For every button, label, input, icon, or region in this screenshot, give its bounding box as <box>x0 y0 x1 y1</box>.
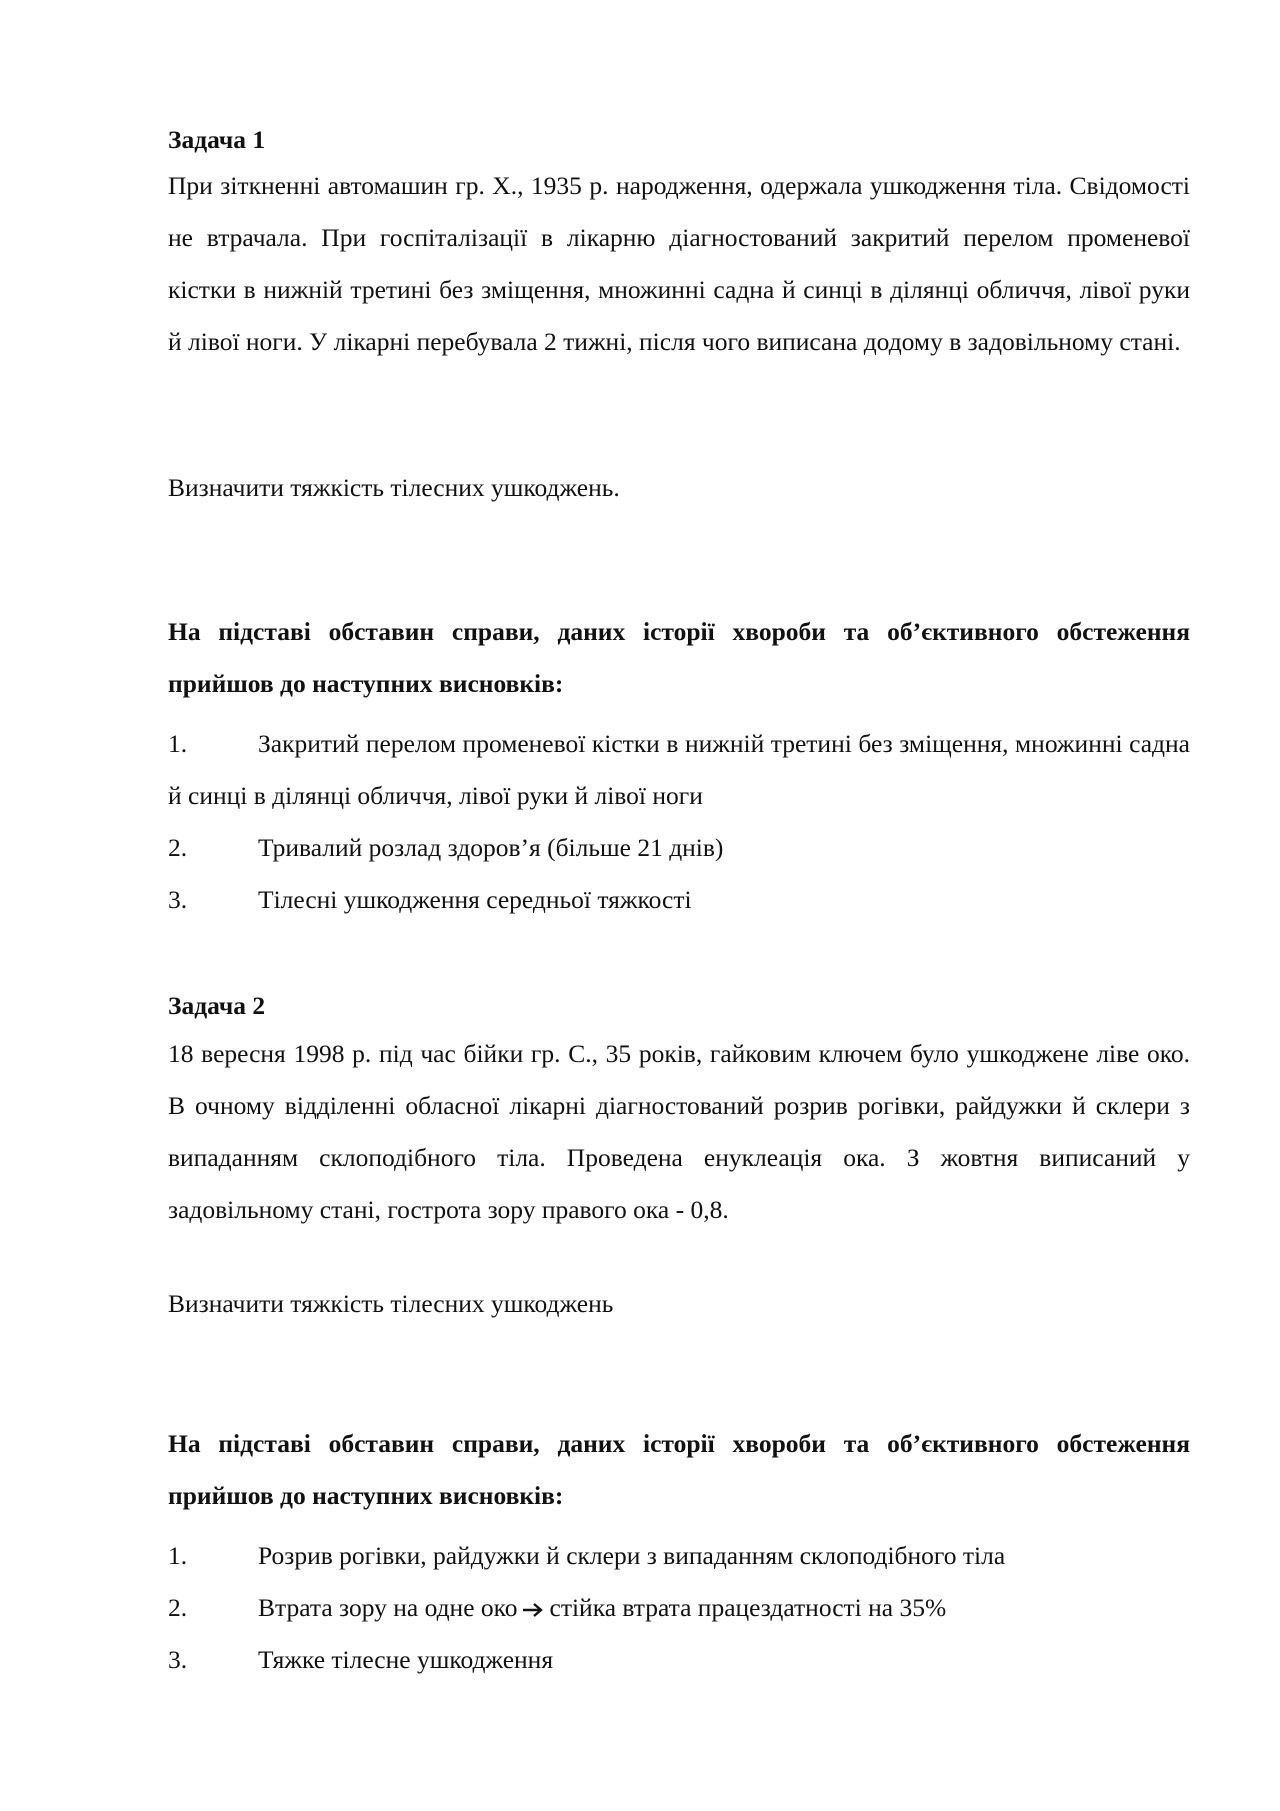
task1-conclusion-heading: На підставі обставин справи, даних історії хвороби та об’єктивного обстеження прийшов до наступних висновків: <box>168 617 1190 698</box>
list-item <box>168 822 1190 874</box>
list-item-text: Тілесні ушкодження середньої тяжкості <box>258 885 692 914</box>
list-item-number: 2. <box>168 833 188 862</box>
list-item-text: Тривалий розлад здоров’я (більше 21 днів) <box>258 833 724 862</box>
list-item <box>168 874 1190 926</box>
list-item-text-before: Втрата зору на одне око <box>258 1593 518 1622</box>
list-item <box>168 718 1190 822</box>
list-item <box>168 1634 1190 1686</box>
task2-conclusion-heading: На підставі обставин справи, даних історії хвороби та об’єктивного обстеження прийшов до наступних висновків: <box>168 1429 1190 1510</box>
list-item <box>168 1582 1190 1634</box>
task2-paragraph: 18 вересня 1998 р. під час бійки гр. С., 35 років, гайковим ключем було ушкоджене ліве око. В очному відділенні обласної лікарні діагностований розрив рогівки, райдужки й склери з випаданням склоподібного тіла. Проведена енуклеація ока. З жовтня виписаний у задовільному стані, гострота зору правого ока - 0,8. <box>168 1039 1190 1224</box>
arrow-right-icon <box>522 1602 544 1618</box>
list-item-number: 2. <box>168 1593 188 1622</box>
task2-conclusions-list <box>168 1530 1190 1686</box>
task1-paragraph: При зіткненні автомашин гр. Х., 1935 р. народження, одержала ушкодження тіла. Свідомості не втрачала. При госпіталізації в лікарню діагностований закритий перелом променевої кістки в нижній третині без зміщення, множинні садна й синці в ділянці обличчя, лівої руки й лівої ноги. У лікарні перебувала 2 тижні, після чого виписана додому в задовільному стані. <box>168 171 1190 356</box>
list-item-number: 3. <box>168 1645 188 1674</box>
list-item-text-after: стійка втрата працездатності на 35% <box>549 1593 947 1622</box>
task2-question: Визначити тяжкість тілесних ушкоджень <box>168 1289 614 1318</box>
task2-title: Задача 2 <box>168 991 266 1020</box>
list-item-number: 1. <box>168 729 188 758</box>
list-item-text: Тяжке тілесне ушкодження <box>258 1645 554 1674</box>
list-item-text: Закритий перелом променевої кістки в нижній третині без зміщення, множинні садна й синці в ділянці обличчя, лівої руки й лівої ноги <box>168 729 1190 810</box>
list-item-text: Розрив рогівки, райдужки й склери з випаданням склоподібного тіла <box>258 1541 1006 1570</box>
list-item-number: 1. <box>168 1541 188 1570</box>
task1-conclusions-list <box>168 718 1190 926</box>
task1-title: Задача 1 <box>168 125 266 154</box>
list-item <box>168 1530 1190 1582</box>
task1-question: Визначити тяжкість тілесних ушкоджень. <box>168 473 620 502</box>
list-item-number: 3. <box>168 885 188 914</box>
